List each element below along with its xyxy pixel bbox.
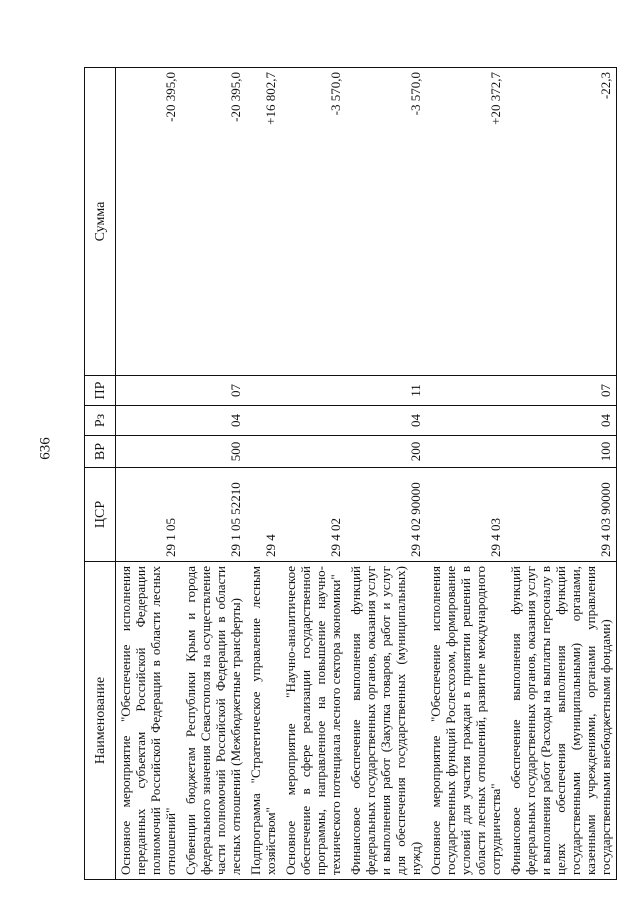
row-rz: 04	[346, 406, 426, 436]
row-sum: -20 395,0	[116, 68, 182, 376]
row-csr: 29 4	[246, 468, 281, 562]
row-rz	[246, 406, 281, 436]
row-csr: 29 1 05 52210	[181, 468, 246, 562]
budget-table	[84, 67, 617, 880]
header-rz: Рз	[85, 406, 116, 436]
row-rz	[116, 406, 182, 436]
row-rz: 04	[181, 406, 246, 436]
table-row	[116, 68, 182, 880]
row-pr	[426, 376, 506, 406]
row-rz	[426, 406, 506, 436]
row-pr	[116, 376, 182, 406]
row-name: Субвенции бюджетам Республики Крым и города федерального значения Севастополя на осуществление части полномочий Российской Федерации в области лесных отношений (Межбюджетные трансферты)	[181, 562, 246, 880]
row-name: Финансовое обеспечение выполнения функций федеральных государственных органов, оказания услуг и выполнения работ (Закупка товаров, работ и услуг для обеспечения государственных (муниципальных) нужд)	[346, 562, 426, 880]
row-vr	[246, 436, 281, 468]
row-vr	[426, 436, 506, 468]
row-vr	[281, 436, 346, 468]
row-vr: 100	[506, 436, 617, 468]
header-csr: ЦСР	[85, 468, 116, 562]
row-name: Основное мероприятие "Обеспечение исполнения переданных субъектам Российской Федерации полномочий Российской Федерации в области лесных отношений"	[116, 562, 182, 880]
table-row	[346, 68, 426, 880]
row-csr: 29 4 03	[426, 468, 506, 562]
row-vr	[116, 436, 182, 468]
row-rz: 04	[506, 406, 617, 436]
row-sum: -22,3	[506, 68, 617, 376]
header-pr: ПР	[85, 376, 116, 406]
table-row	[281, 68, 346, 880]
row-name: Основное мероприятие "Обеспечение исполнения государственных функций Рослесхозом, формирование условий для участия граждан в принятии решений в области лесных отношений, развитие международного сотрудничества"	[426, 562, 506, 880]
row-pr: 11	[346, 376, 426, 406]
row-csr: 29 4 02	[281, 468, 346, 562]
row-name: Основное мероприятие "Научно-аналитическое обеспечение в сфере реализации государственной программы, направленное на повышение научно-технического потенциала лесного сектора экономики"	[281, 562, 346, 880]
table-header-row	[85, 68, 116, 880]
row-sum: -20 395,0	[181, 68, 246, 376]
row-csr: 29 4 03 90000	[506, 468, 617, 562]
header-sum: Сумма	[85, 68, 116, 376]
row-vr: 200	[346, 436, 426, 468]
table-row	[506, 68, 617, 880]
row-csr: 29 1 05	[116, 468, 182, 562]
row-pr: 07	[181, 376, 246, 406]
table-row	[181, 68, 246, 880]
rotated-table-container	[84, 68, 612, 880]
table-row	[426, 68, 506, 880]
row-name: Финансовое обеспечение выполнения функций федеральных государственных органов, оказания услуг и выполнения работ (Расходы на выплаты персоналу в целях обеспечения выполнения функций государственными (муниципальными) органами, казенными учреждениями, органами управления государственными внебюджетными фондами)	[506, 562, 617, 880]
row-name: Подпрограмма "Стратегическое управление лесным хозяйством"	[246, 562, 281, 880]
row-sum: +16 802,7	[246, 68, 281, 376]
header-name: Наименование	[85, 562, 116, 880]
row-vr: 500	[181, 436, 246, 468]
row-rz	[281, 406, 346, 436]
row-sum: -3 570,0	[281, 68, 346, 376]
row-sum: +20 372,7	[426, 68, 506, 376]
row-pr	[281, 376, 346, 406]
row-pr: 07	[506, 376, 617, 406]
table-row	[246, 68, 281, 880]
header-vr: ВР	[85, 436, 116, 468]
row-sum: -3 570,0	[346, 68, 426, 376]
row-csr: 29 4 02 90000	[346, 468, 426, 562]
row-pr	[246, 376, 281, 406]
page-number: 636	[37, 437, 54, 460]
